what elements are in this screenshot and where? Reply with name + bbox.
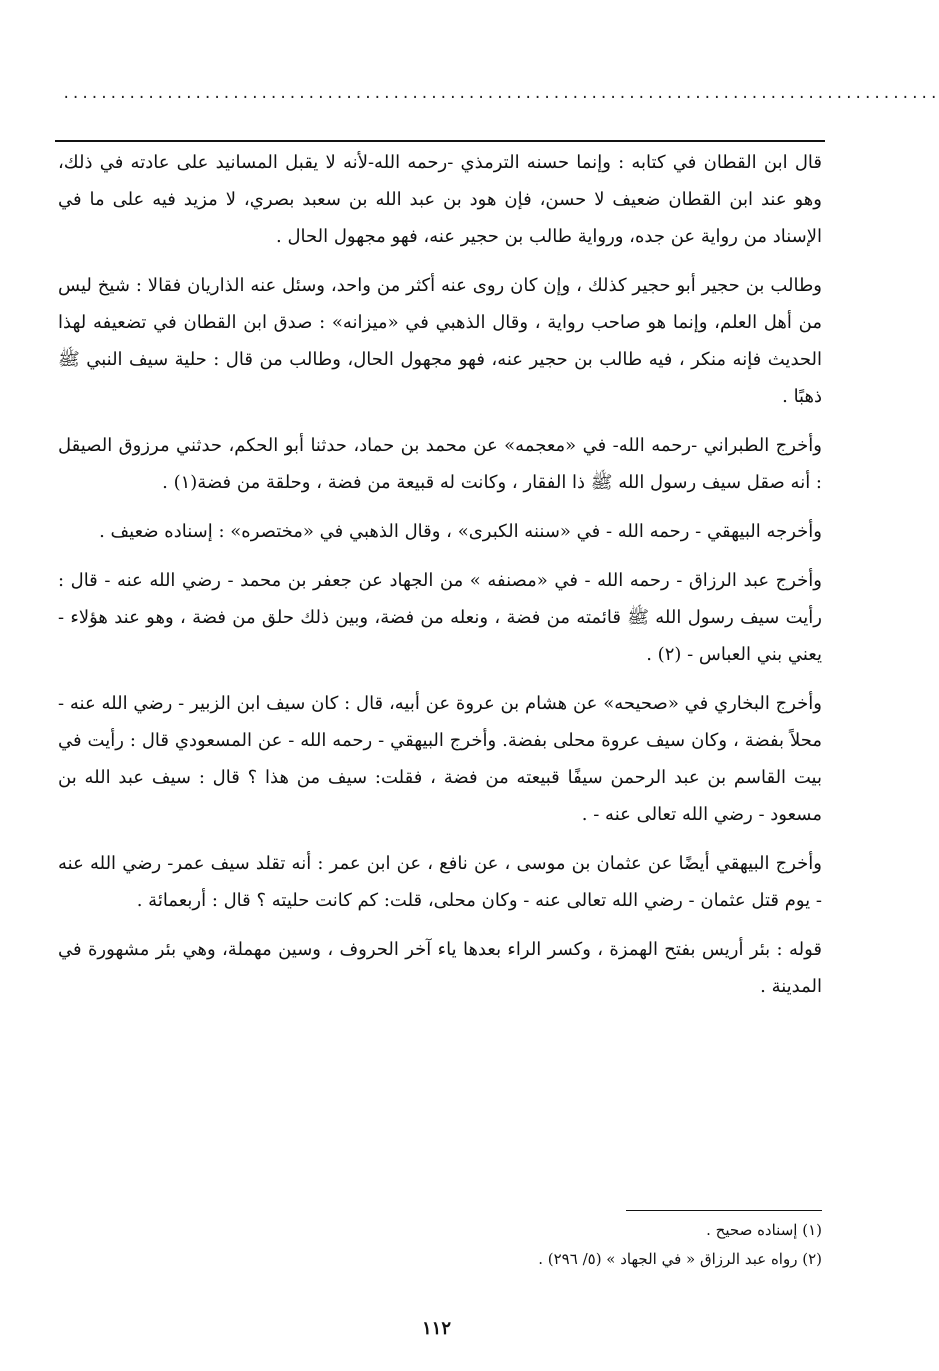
- paragraph: وطالب بن حجير أبو حجير كذلك ، وإن كان روى عنه أكثر من واحد، وسئل عنه الذاريان فقالا : شيخ ليس من أهل العلم، وإنما هو صاحب رواية ، وقال الذهبي في «ميزانه» : صدق ابن القطان في تضعيفه لهذا الحديث فإنه منكر ، فيه طالب بن حجير عنه، فهو مجهول الحال، وطالب من قال : حلية سيف النبي ﷺ ذهبًا .: [58, 275, 822, 407]
- paragraph: وأخرج البخاري في «صحيحه» عن هشام بن عروة عن أبيه، قال : كان سيف ابن الزبير - رضي الله عنه - محلاً بفضة ، وكان سيف عروة محلى بفضة. وأخرج البيهقي - رحمه الله - عن المسعودي قال : رأيت في بيت القاسم بن عبد الرحمن سيفًا قبيعته من فضة ، فقلت: سيف من هذا ؟ قال : سيف عبد الله بن مسعود - رضي الله تعالى عنه - .: [58, 693, 823, 825]
- header-rule: [55, 140, 825, 142]
- footnote-rule: [626, 1210, 822, 1211]
- footnotes: [100, 1216, 822, 1274]
- dotted-leader: .............................................................................................: [62, 86, 939, 102]
- paragraph: قال ابن القطان في كتابه : وإنما حسنه الترمذي -رحمه الله-لأنه لا يقبل المسانيد على عادته في ذلك، وهو عند ابن القطان ضعيف لا حسن، فإن هود بن عبد الله بن سعبد بصري، لا مزيد فيه على ما في الإسناد من رواية عن جده، ورواية طالب بن حجير عنه، فهو مجهول الحال .: [58, 152, 822, 247]
- paragraph: وأخرجه البيهقي - رحمه الله - في «سننه الكبرى» ، وقال الذهبي في «مختصره» : إسناده ضعيف .: [99, 521, 822, 542]
- paragraph: وأخرج البيهقي أيضًا عن عثمان بن موسى ، عن نافع ، عن ابن عمر : أنه تقلد سيف عمر- رضي الله عنه - يوم قتل عثمان - رضي الله تعالى عنه - وكان محلى، قلت: كم كانت حليته ؟ قال : أربعمائة .: [58, 853, 822, 911]
- footnote: (١) إسناده صحيح .: [706, 1221, 822, 1239]
- paragraph: وأخرج الطبراني -رحمه الله- في «معجمه» عن محمد بن حماد، حدثنا أبو الحكم، حدثني مرزوق الصيقل : أنه صقل سيف رسول الله ﷺ ذا الفقار ، وكانت له قبيعة من فضة ، وحلقة من فضة(١) .: [58, 435, 822, 493]
- footnote: (٢) رواه عبد الرزاق « في الجهاد » (٥/ ٢٩٦) .: [538, 1250, 822, 1268]
- paragraph: وأخرج عبد الرزاق - رحمه الله - في «مصنفه » من الجهاد عن جعفر بن محمد - رضي الله عنه - قال : رأيت سيف رسول الله ﷺ قائمته من فضة ، ونعله من فضة، وبين ذلك حلق من فضة ، وهو عند هؤلاء - يعني بني العباس - (٢) .: [58, 570, 822, 665]
- page-number: ١١٢: [421, 1318, 451, 1339]
- main-text: [58, 144, 822, 1017]
- paragraph: قوله : بئر أريس بفتح الهمزة ، وكسر الراء بعدها ياء آخر الحروف ، وسين مهملة، وهي بئر مشهورة في المدينة .: [58, 939, 822, 997]
